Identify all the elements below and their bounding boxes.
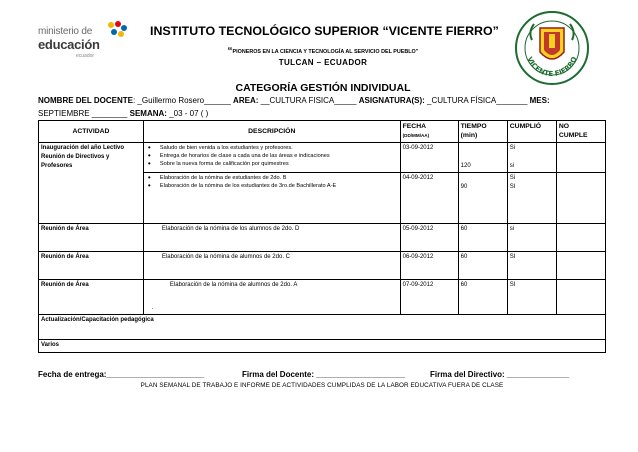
semana-label: SEMANA:: [129, 109, 167, 118]
fulfilled-cell: [507, 143, 556, 173]
mes-label: MES:: [529, 96, 550, 105]
time-cell: 60: [458, 224, 507, 252]
institute-title: INSTITUTO TECNOLÓGICO SUPERIOR “VICENTE FIERRO”: [150, 24, 499, 38]
header-tiempo-label: TIEMPO: [460, 123, 487, 130]
table-row: [39, 340, 606, 353]
description-item: • Sobre la nueva forma de calificación por quimestres: [160, 160, 398, 168]
description-cell: [143, 173, 400, 224]
area-label: AREA:: [233, 96, 259, 105]
period-info-line: [38, 109, 208, 118]
semana-value: _03 - 07 ( ): [166, 109, 209, 118]
description-dot: .: [151, 305, 154, 311]
document-footer-caption: PLAN SEMANAL DE TRABAJO E INFORME DE ACTIVIDADES CUMPLIDAS DE LA LABOR EDUCATIVA FUERA DE CLASE: [140, 382, 504, 389]
fulfilled-cell: [507, 173, 556, 224]
table-row: [39, 143, 606, 173]
fulfilled-value: si: [509, 163, 515, 169]
description-cell: [143, 280, 400, 315]
not-fulfilled-cell: [556, 280, 605, 315]
time-cell: 90: [458, 173, 507, 224]
asignatura-label: ASIGNATURA(S):: [358, 96, 425, 105]
motto-quote: “: [227, 46, 233, 57]
description-cell: Elaboración de la nómina de alumnos de 2do. C: [143, 252, 400, 280]
crest-label: VICENTE FIERRO: [525, 55, 579, 79]
logo-line-1: ministerio de: [38, 26, 93, 37]
institute-crest-icon: [514, 10, 590, 86]
category-heading: CATEGORÍA GESTIÓN INDIVIDUAL: [235, 82, 411, 94]
header-no-cumple: [556, 121, 605, 143]
not-fulfilled-cell: [556, 173, 605, 224]
docente-label: NOMBRE DEL DOCENTE: [38, 96, 133, 105]
activity-cell: Reunión de Área: [39, 252, 144, 280]
table-header-row: [39, 121, 606, 143]
date-cell: 05-09-2012: [400, 224, 458, 252]
description-item: • Saludo de bien venida a los estudiantes y profesores.: [160, 144, 398, 152]
teacher-signature-field: Firma del Docente: ____________________: [242, 370, 406, 379]
docente-value: : _Guillermo Rosero______: [132, 96, 231, 105]
fulfilled-value: Si: [509, 175, 516, 181]
time-cell: 60: [458, 252, 507, 280]
motto-text: PIONEROS EN LA CIENCIA Y TECNOLOGÍA AL SERVICIO DEL PUEBLO”: [232, 49, 419, 55]
time-cell: 60: [458, 280, 507, 315]
description-text: Elaboración de la nómina de alumnos de 2do. A: [169, 282, 298, 288]
description-item: • Elaboración de la nómina de estudiantes de 2do. B: [160, 174, 398, 182]
date-cell: 07-09-2012: [400, 280, 458, 315]
not-fulfilled-cell: [556, 252, 605, 280]
header-tiempo: [458, 121, 507, 143]
fulfilled-cell: si: [507, 224, 556, 252]
header-cumplio: CUMPLIÓ: [507, 121, 556, 143]
activity-cell: Reunión de Área: [39, 280, 144, 315]
delivery-date-field: Fecha de entrega:______________________: [38, 370, 205, 379]
description-item: • Entrega de horarios de clase a cada una de las áreas e indicaciones: [160, 152, 398, 160]
institute-city: TULCAN – ECUADOR: [278, 58, 368, 67]
mes-value: SEPTIEMBRE ________: [38, 109, 128, 118]
header-fecha: [400, 121, 458, 143]
header-tiempo-unit: (min): [460, 132, 478, 139]
teacher-info-line: [38, 96, 550, 105]
description-cell: Elaboración de la nómina de los alumnos de 2do. D: [143, 224, 400, 252]
logo-line-2: educación: [38, 37, 100, 52]
date-cell: 06-09-2012: [400, 252, 458, 280]
activity-cell: Reunión de Área: [39, 224, 144, 252]
ministry-logo: [36, 20, 128, 64]
header-cumple-label: CUMPLE: [558, 132, 588, 139]
activities-table: [38, 120, 606, 353]
activity-cell: Actualización/Capacitación pedagógica: [39, 315, 606, 340]
header-no-label: NO: [558, 123, 570, 130]
table-row: [39, 315, 606, 340]
description-cell: [143, 143, 400, 173]
logo-line-3: ecuador: [76, 53, 95, 59]
institute-motto: [150, 46, 496, 57]
header-descripcion: DESCRIPCIÓN: [143, 121, 400, 143]
fulfilled-cell: SI: [507, 280, 556, 315]
description-item: • Elaboración de la nómina de los estudiantes de 3ro.de Bachillerato A-E: [160, 182, 398, 190]
date-cell: 03-09-2012: [400, 143, 458, 173]
activity-cell: Inauguración del año Lectivo Reunión de Directivos y Profesores: [39, 143, 144, 224]
header-actividad: ACTIVIDAD: [39, 121, 144, 143]
table-row: [39, 280, 606, 315]
director-signature-field: Firma del Directivo: ______________: [430, 370, 570, 379]
not-fulfilled-cell: [556, 143, 605, 173]
table-row: [39, 252, 606, 280]
time-cell: 120: [458, 143, 507, 173]
date-cell: 04-09-2012: [400, 173, 458, 224]
header-fecha-label: FECHA: [402, 123, 427, 130]
fulfilled-value: SI: [509, 184, 516, 190]
fulfilled-cell: SI: [507, 252, 556, 280]
asignatura-value: _CULTURA FÍSICA_______: [424, 96, 528, 105]
area-value: __CULTURA FISICA_____: [258, 96, 357, 105]
not-fulfilled-cell: [556, 224, 605, 252]
table-row: [39, 224, 606, 252]
header-fecha-format: (DD/MM/AA): [402, 133, 430, 138]
ministry-logo-icon: [106, 20, 128, 42]
activity-cell: Varios: [39, 340, 606, 353]
fulfilled-value: Si: [509, 145, 516, 151]
